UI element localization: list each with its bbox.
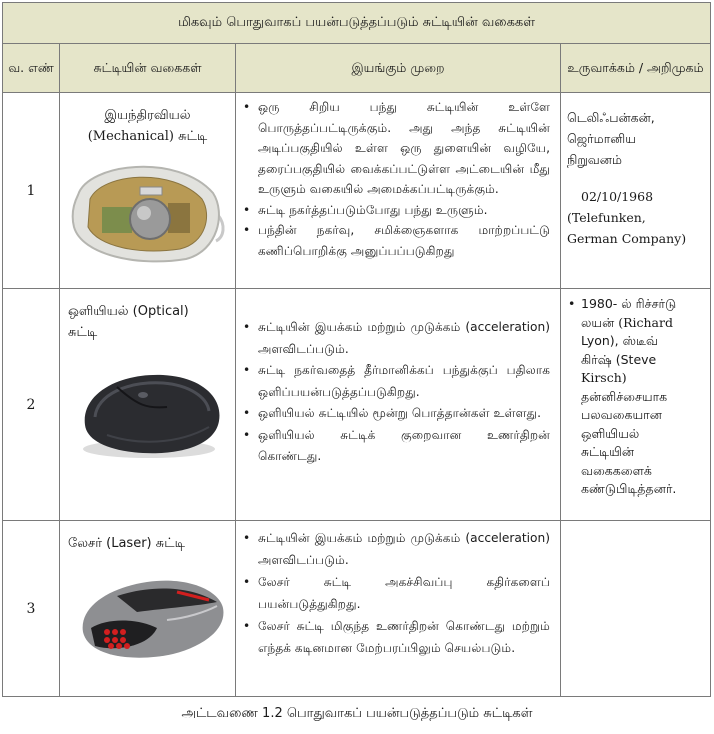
inventor-line: Lyon), ஸ்டீவ்	[581, 333, 658, 348]
inventor-cell	[561, 93, 711, 289]
mouse-types-table	[2, 2, 711, 697]
mouse-type-name: இயந்திரவியல்	[104, 108, 191, 123]
working-point: • லேசர் சுட்டி மிகுந்த உணர்திறன் கொண்டது மற்றும் எந்தக் கடினமான மேற்பரப்பிலும் செயல்படும்.	[258, 615, 550, 659]
working-point: • சுட்டியின் இயக்கம் மற்றும் முடுக்கம் (acceleration) அளவிடப்படும்.	[258, 527, 550, 571]
mouse-type-cell	[60, 93, 236, 289]
inventor-company-2: நிறுவனம்	[567, 152, 622, 167]
inventor-name: டெலிஃபன்கன்,	[567, 110, 655, 125]
mouse-type-cell	[60, 289, 236, 521]
working-point: • லேசர் சுட்டி அகச்சிவப்பு கதிர்களைப் பயன்படுத்துகிறது.	[258, 571, 550, 615]
header-working: இயங்கும் முறை	[236, 44, 561, 93]
working-point: • சுட்டி நகர்வதைத் தீர்மானிக்கப் பந்துக்குப் பதிலாக ஒளிப்பயன்படுத்தப்படுகிறது.	[258, 360, 550, 403]
working-point: • பந்தின் நகர்வு, சமிக்ஞைகளாக மாற்றப்பட்டு கணிப்பொறிக்கு அனுப்பப்படுகிறது	[258, 220, 550, 261]
inventor-line: கண்டுபிடித்தனர்.	[581, 481, 677, 496]
working-point: • ஒளியியல் சுட்டியில் மூன்று பொத்தான்கள் உள்ளது.	[258, 403, 550, 425]
optical-mouse-icon	[77, 365, 227, 461]
table-header-row	[3, 44, 711, 93]
table-title: மிகவும் பொதுவாகப் பயன்படுத்தப்படும் சுட்டியின் வகைகள்	[3, 3, 711, 44]
inventor-english-2: German Company)	[567, 231, 687, 246]
working-cell	[236, 93, 561, 289]
bullet-icon: •	[568, 296, 576, 311]
inventor-line: Kirsch)	[581, 370, 627, 385]
table-row	[3, 289, 711, 521]
mouse-type-name: லேசர் (Laser) சுட்டி	[68, 536, 185, 551]
working-point: • சுட்டியின் இயக்கம் மற்றும் முடுக்கம் (acceleration) அளவிடப்படும்.	[258, 317, 550, 360]
header-serial: வ. எண்	[3, 44, 60, 93]
inventor-cell-empty	[561, 521, 711, 697]
inventor-line: சுட்டியின்	[581, 444, 635, 459]
inventor-line: 1980- ல் ரிச்சர்டு	[581, 296, 677, 311]
row-number: 3	[3, 521, 60, 697]
working-cell	[236, 521, 561, 697]
inventor-line: பலவகையான	[581, 407, 662, 422]
working-cell	[236, 289, 561, 521]
inventor-line: லயன் (Richard	[581, 314, 673, 330]
working-point: • சுட்டி நகர்த்தப்படும்போது பந்து உருளும்.	[258, 200, 550, 221]
table-row	[3, 521, 711, 697]
inventor-cell	[561, 289, 711, 521]
laser-mouse-icon	[77, 562, 227, 672]
inventor-english-1: (Telefunken,	[567, 210, 646, 225]
working-point: • ஒரு சிறிய பந்து சுட்டியின் உள்ளே பொருத்தப்பட்டிருக்கும். அது அந்த சுட்டியின் அடிப்பகுதியில் உள்ள ஒரு துளையின் வழியே, தரைப்பகுதியில் வைக்கப்பட்டுள்ள அட்டையின் மீது உருளும் வகையில் அமைக்கப்பட்டிருக்கும்.	[258, 97, 550, 200]
inventor-line: வகைகளைக்	[581, 462, 652, 478]
table-row	[3, 93, 711, 289]
inventor-line: ஒளியியல்	[581, 425, 640, 441]
inventor-line: தன்னிச்சையாக	[581, 388, 668, 404]
mechanical-mouse-icon	[68, 155, 228, 267]
row-number: 2	[3, 289, 60, 521]
mouse-type-subname: (Mechanical) சுட்டி	[87, 129, 208, 144]
inventor-company: ஜெர்மானிய	[567, 131, 636, 146]
row-number: 1	[3, 93, 60, 289]
mouse-type-subname: சுட்டி	[68, 325, 98, 340]
invention-date: 02/10/1968	[581, 189, 654, 204]
header-type: சுட்டியின் வகைகள்	[60, 44, 236, 93]
mouse-type-cell	[60, 521, 236, 697]
inventor-line: கிர்ஷ் (Steve	[581, 351, 657, 367]
header-inventor: உருவாக்கம் / அறிமுகம்	[561, 44, 711, 93]
mouse-type-name: ஒளியியல் (Optical)	[68, 304, 189, 319]
table-caption: அட்டவணை 1.2 பொதுவாகப் பயன்படுத்தப்படும் சுட்டிகள்	[181, 706, 533, 721]
working-point: • ஒளியியல் சுட்டிக் குறைவான உணர்திறன் கொண்டது.	[258, 425, 550, 468]
